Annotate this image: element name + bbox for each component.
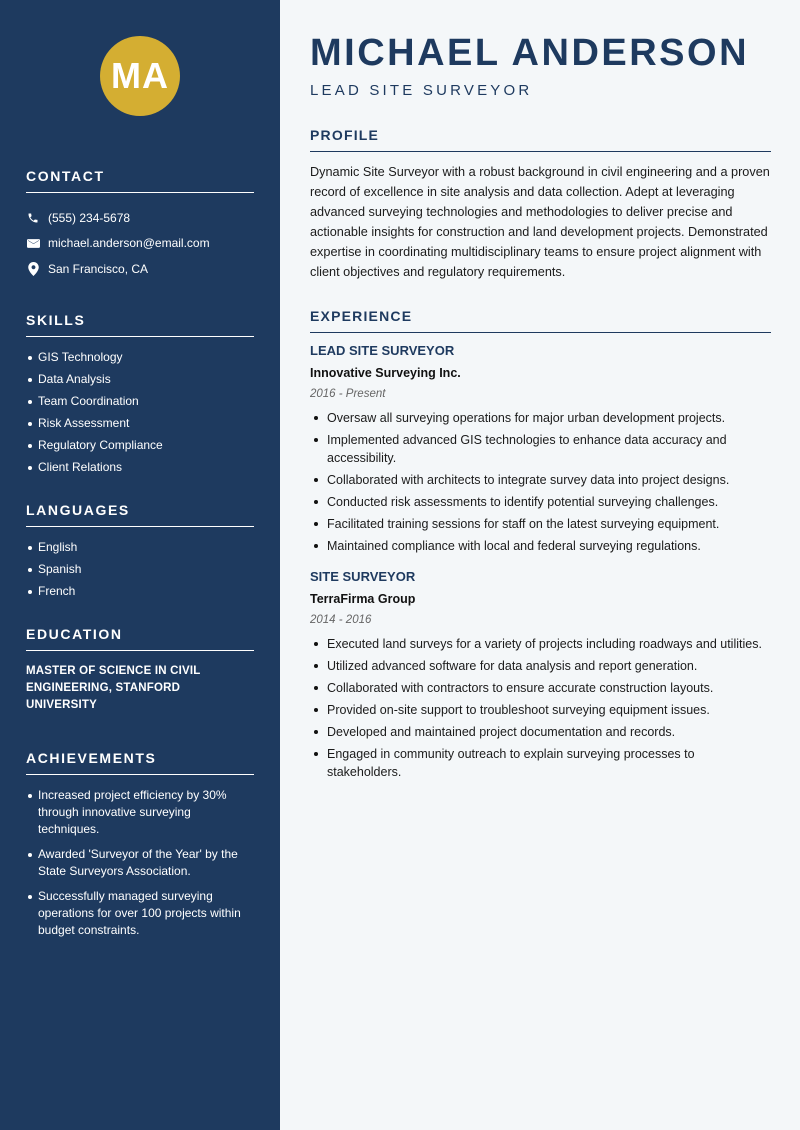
email-icon [26, 236, 40, 250]
list-item: Engaged in community outreach to explain surveying processes to stakeholders. [310, 745, 771, 781]
list-item: Collaborated with architects to integrate survey data into project designs. [310, 471, 771, 489]
avatar [100, 36, 180, 116]
job-title: LEAD SITE SURVEYOR [310, 343, 455, 358]
job-company: Innovative Surveying Inc. [310, 366, 461, 380]
languages-heading: LANGUAGES [26, 502, 254, 527]
location-text: San Francisco, CA [48, 261, 149, 276]
list-item: Conducted risk assessments to identify potential surveying challenges. [310, 493, 771, 511]
list-item: Maintained compliance with local and federal surveying regulations. [310, 537, 771, 555]
achievements-section [26, 750, 254, 939]
main-content [280, 0, 800, 1130]
skills-list [26, 349, 254, 476]
location-pin-icon [26, 262, 40, 276]
languages-section [26, 502, 254, 600]
list-item: Executed land surveys for a variety of projects including roadways and utilities. [310, 635, 771, 653]
contact-email [26, 231, 254, 257]
skills-section [26, 312, 254, 476]
list-item: English [26, 539, 254, 556]
list-item: Oversaw all surveying operations for major urban development projects. [310, 409, 771, 427]
list-item: Utilized advanced software for data analysis and report generation. [310, 657, 771, 675]
phone-icon [26, 211, 40, 225]
list-item: Collaborated with contractors to ensure accurate construction layouts. [310, 679, 771, 697]
profile-section [310, 127, 771, 282]
avatar-initials: MA [111, 55, 169, 96]
profile-text: Dynamic Site Surveyor with a robust background in civil engineering and a proven record of excellence in site analysis and data collection. Adept at leveraging advanced surveying technologies and methodologies to deliver precise and actionable insights for construction and land development projects. Demonstrated expertise in coordinating multidisciplinary teams to ensure project alignment with client objectives and regulatory requirements. [310, 165, 770, 279]
profile-heading: PROFILE [310, 127, 771, 152]
phone-text: (555) 234-5678 [48, 210, 131, 225]
candidate-name: MICHAEL ANDERSON [310, 32, 750, 74]
list-item: Risk Assessment [26, 415, 254, 432]
list-item: GIS Technology [26, 349, 254, 366]
sidebar [0, 0, 280, 1130]
list-item: Provided on-site support to troubleshoot surveying equipment issues. [310, 701, 771, 719]
experience-heading: EXPERIENCE [310, 308, 771, 333]
education-heading: EDUCATION [26, 626, 254, 651]
list-item: Facilitated training sessions for staff on the latest surveying equipment. [310, 515, 771, 533]
job-bullets [310, 635, 771, 781]
job-company: TerraFirma Group [310, 592, 416, 606]
languages-list [26, 539, 254, 600]
contact-location [26, 256, 254, 282]
list-item: Regulatory Compliance [26, 437, 254, 454]
experience-section [310, 308, 771, 781]
list-item: Implemented advanced GIS technologies to enhance data accuracy and accessibility. [310, 431, 771, 467]
contact-heading: CONTACT [26, 168, 254, 193]
job-dates: 2016 - Present [310, 388, 386, 400]
list-item: Data Analysis [26, 371, 254, 388]
job-entry [310, 569, 771, 781]
list-item: Awarded 'Surveyor of the Year' by the State Surveyors Association. [26, 846, 254, 880]
contact-phone [26, 205, 254, 231]
list-item: Increased project efficiency by 30% through innovative surveying techniques. [26, 787, 254, 838]
email-text: michael.anderson@email.com [48, 236, 210, 251]
achievements-list [26, 787, 254, 939]
job-entry [310, 343, 771, 555]
skills-heading: SKILLS [26, 312, 254, 337]
job-title: SITE SURVEYOR [310, 569, 416, 584]
job-bullets [310, 409, 771, 555]
list-item: Successfully managed surveying operations for over 100 projects within budget constraints. [26, 888, 254, 939]
contact-section [26, 168, 254, 282]
list-item: Team Coordination [26, 393, 254, 410]
education-section [26, 626, 254, 714]
list-item: Client Relations [26, 459, 254, 476]
list-item: French [26, 583, 254, 600]
list-item: Spanish [26, 561, 254, 578]
job-dates: 2014 - 2016 [310, 614, 372, 626]
achievements-heading: ACHIEVEMENTS [26, 750, 254, 775]
education-degree: MASTER OF SCIENCE IN CIVIL ENGINEERING, STANFORD UNIVERSITY [26, 664, 201, 711]
list-item: Developed and maintained project documentation and records. [310, 723, 771, 741]
candidate-title: LEAD SITE SURVEYOR [310, 82, 533, 99]
